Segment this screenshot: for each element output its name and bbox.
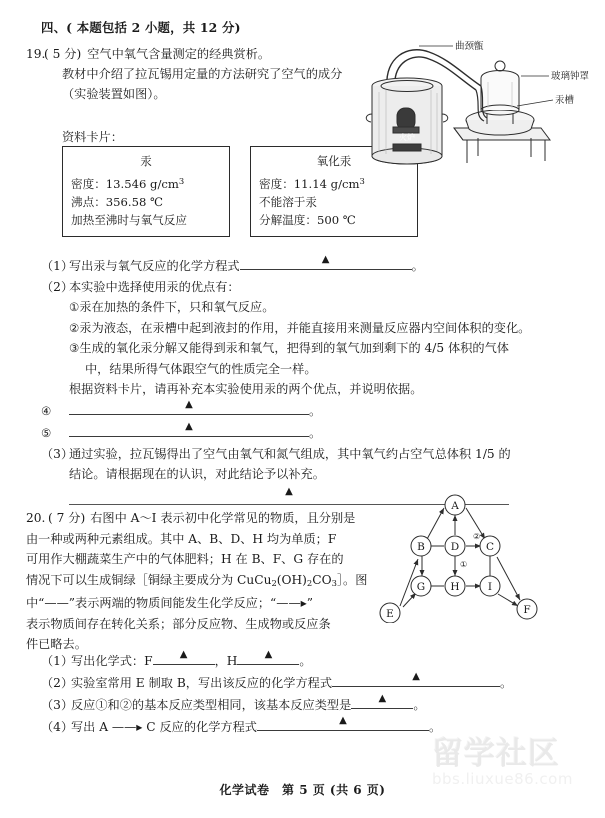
trough-label: 汞槽	[555, 95, 575, 106]
formula-sub-2: 2	[306, 577, 313, 588]
substance-network-diagram	[378, 483, 600, 623]
card-row-boiling: 沸点：356.58 ℃	[71, 194, 164, 209]
card-density-text: 密度：11.14 g/cm	[259, 176, 360, 191]
node-label: F	[523, 604, 531, 616]
q20-line-4-text: 情况下可以生成铜绿［铜绿主要成分为 Cu	[26, 572, 255, 587]
node-d	[445, 536, 465, 556]
q19-part-3-cont	[41, 464, 586, 485]
part-prompt: 本实验中选择使用汞的优点有：	[69, 279, 240, 294]
period: 。	[299, 654, 312, 668]
advantage-prompt-text: 根据资料卡片，请再补充本实验使用汞的两个优点，并说明依据。	[69, 382, 423, 396]
answer-blank-f[interactable]	[153, 651, 215, 665]
card-row-density	[259, 172, 409, 193]
furnace-handle-right	[442, 114, 448, 122]
q19-part-3	[41, 444, 586, 465]
network-svg	[378, 483, 600, 623]
advantage-text: 汞在加热的条件下，只和氧气反应。	[79, 300, 275, 314]
advantage-mark: ③	[69, 341, 80, 355]
node-label: B	[417, 541, 425, 553]
furnace-label: 火炉	[399, 133, 415, 142]
part-period: 。	[411, 259, 424, 273]
node-label: H	[450, 581, 460, 593]
q20-parts	[41, 650, 586, 738]
q19-part-1	[41, 256, 586, 277]
bell-jar	[481, 71, 519, 111]
advantage-mark: ②	[69, 320, 80, 335]
q20-part-4	[41, 716, 586, 738]
q20-number: 20.	[26, 511, 46, 525]
copper-formula	[254, 573, 337, 587]
part-mark: （4）	[41, 720, 74, 734]
part-mark: （3）	[41, 698, 74, 712]
formula-prefix: Cu	[254, 572, 272, 587]
part-mark: （3）	[41, 446, 74, 461]
triangle-marker: ▲	[185, 398, 193, 410]
trough-body	[466, 120, 534, 135]
q20-score: ( 7 分)	[48, 511, 86, 525]
period: 。	[309, 403, 322, 418]
answer-blank[interactable]	[69, 420, 309, 437]
part3-line-1: 通过实验，拉瓦锡得出了空气由氧气和氮气组成，其中氧气约占空气总体积 1/5 的	[69, 446, 511, 461]
furnace-vent	[393, 144, 421, 151]
card-row-solubility: 不能溶于汞	[259, 194, 317, 209]
q20-line-3: 可用作大棚蔬菜生产中的气体肥料；H 在 B、F、G 存在的	[26, 552, 344, 566]
part-text-a: 写出化学式：F	[71, 654, 153, 668]
triangle-marker: ▲	[378, 693, 387, 704]
watermark-url-text: bbs.liuxue86.com	[432, 770, 573, 788]
part-mark: （2）	[41, 279, 74, 294]
node-c	[480, 536, 500, 556]
triangle-marker: ▲	[339, 715, 347, 726]
q19-part-2	[41, 277, 586, 298]
card-title: 汞	[140, 154, 152, 168]
section-header: 四、( 本题包括 2 小题，共 12 分)	[41, 20, 241, 35]
node-label: A	[451, 500, 459, 512]
q19-answer-4	[41, 400, 586, 422]
part-mark: （2）	[41, 676, 74, 690]
part3-line-2: 结论。请根据现在的认识，对此结论予以补充。	[69, 467, 325, 481]
watermark-main-text: 留学社区	[432, 736, 560, 772]
advantage-mark: ①	[69, 300, 80, 314]
node-g	[411, 576, 431, 596]
part-text: 实验室常用 E 制取 B，写出该反应的化学方程式	[71, 676, 333, 690]
node-label: C	[485, 541, 495, 553]
advantage-text: 汞为液态，在汞槽中起到液封的作用，并能直接用来测量反应器内空间体积的变化。	[79, 320, 531, 335]
node-label: D	[450, 541, 460, 553]
node-f	[517, 599, 537, 619]
q20-part-1	[41, 650, 586, 672]
answer-blank[interactable]	[69, 398, 309, 415]
card-density-text: 密度：13.546 g/cm	[71, 176, 179, 191]
card-density-exponent: 3	[178, 175, 185, 186]
answer-blank[interactable]	[240, 256, 412, 270]
q19-title: 空气中氧气含量测定的经典赏析。	[87, 47, 271, 61]
node-a	[445, 495, 465, 515]
page-footer: 化学试卷 第 5 页 (共 6 页)	[219, 783, 386, 797]
formula-suffix: ］。图	[336, 572, 368, 587]
node-e	[380, 603, 400, 623]
answer-blank[interactable]	[332, 673, 500, 687]
advantage-text-cont: 中，结果所得气体跟空气的性质完全一样。	[85, 361, 317, 376]
node-h	[445, 576, 465, 596]
edge-b-a	[426, 508, 444, 541]
apparatus-figure	[345, 28, 600, 168]
formula-sub-1: 2	[271, 577, 277, 588]
part-text: 写出 A ——▸ C 反应的化学方程式	[71, 720, 257, 734]
q19-intro-line-2: （实验装置如图）。	[62, 87, 166, 101]
edge-c-f	[497, 557, 520, 600]
answer-blank[interactable]	[257, 717, 429, 731]
q20-line-6: 表示物质间存在转化关系；部分反应物、生成物或反应条	[26, 616, 331, 631]
q19-advantage-3-cont	[41, 359, 586, 380]
question-20	[26, 508, 376, 655]
period: 。	[500, 676, 513, 690]
q20-title-line	[26, 508, 376, 529]
q19-card-label: 资料卡片：	[62, 130, 123, 144]
answer-mark: ④	[41, 403, 52, 418]
table-legs	[467, 138, 545, 163]
node-b	[411, 536, 431, 556]
leader-trough	[517, 100, 553, 106]
part-text: 反应①和②的基本反应类型相同，该基本反应类型是	[71, 698, 352, 712]
q19-advantage-3	[41, 338, 586, 359]
q19-intro-line-1: 教材中介绍了拉瓦锡用定量的方法研究了空气的成分	[62, 67, 343, 81]
q19-advantage-2	[41, 318, 586, 339]
triangle-marker: ▲	[412, 671, 420, 682]
q20-line-1: 右图中 A～I 表示初中化学常见的物质，且分别是	[90, 511, 356, 525]
card-density-exponent: 3	[359, 175, 365, 186]
q20-line-5: 中“——”表示两端的物质间能发生化学反应；“——▸”	[26, 596, 313, 611]
bell-jar-label: 玻璃钟罩	[551, 71, 590, 82]
furnace-handle-left	[366, 114, 372, 122]
node-label: G	[416, 581, 426, 593]
bell-jar-knob	[495, 61, 505, 71]
part-text	[69, 256, 586, 277]
card-row-reaction: 加热至沸时与氧气反应	[71, 213, 187, 228]
edge-e-g	[403, 593, 416, 607]
edge-label-2: ②	[473, 532, 481, 541]
data-card-mercury	[62, 146, 230, 237]
triangle-marker: ▲	[321, 254, 330, 265]
triangle-marker: ▲	[179, 649, 188, 660]
formula-mid: (OH)	[276, 572, 307, 587]
part-mark: （1）	[41, 259, 74, 273]
part-mark: （1）	[41, 654, 74, 668]
q20-part-2	[41, 672, 586, 694]
node-label: E	[386, 608, 394, 620]
q19-parts	[41, 256, 586, 505]
period: 。	[429, 720, 442, 734]
formula-sub-3: 3	[331, 577, 337, 588]
q20-line-7: 件已略去。	[26, 637, 87, 652]
edge-label-1: ①	[460, 560, 468, 569]
part-prompt: 写出汞与氧气反应的化学方程式	[69, 259, 240, 273]
q19-score: ( 5 分)	[44, 47, 82, 61]
node-i	[480, 576, 500, 596]
period: 。	[309, 425, 322, 440]
q20-part-3	[41, 694, 586, 716]
q19-number: 19.	[26, 47, 46, 61]
advantage-text: 生成的氧化汞分解又能得到汞和氧气，把得到的氧气加到剩下的 4/5 体积的气体	[79, 341, 509, 355]
q19-advantage-prompt	[41, 379, 586, 400]
card-row-decomp: 分解温度：500 ℃	[259, 213, 356, 228]
q20-line-2: 由一种或两种元素组成。其中 A、B、D、H 均为单质；F	[26, 531, 337, 546]
card-title: 氧化汞	[316, 154, 352, 168]
q20-line-4	[26, 570, 376, 594]
retort-label: 曲颈甑	[455, 41, 484, 52]
period: 。	[413, 698, 426, 712]
formula-tail: CO	[312, 572, 332, 587]
answer-blank-h[interactable]	[237, 651, 299, 665]
q19-advantage-1	[41, 297, 586, 318]
triangle-marker: ▲	[185, 420, 193, 432]
card-row-density	[71, 172, 221, 193]
q19-answer-5	[41, 422, 586, 444]
node-label: I	[487, 581, 493, 593]
edge-i-f	[498, 594, 518, 606]
triangle-marker: ▲	[264, 649, 273, 660]
apparatus-drawing	[345, 28, 600, 168]
part-text-b: ，H	[214, 654, 238, 668]
answer-mark: ⑤	[41, 425, 52, 440]
triangle-marker: ▲	[285, 485, 293, 497]
answer-blank[interactable]	[351, 695, 413, 709]
